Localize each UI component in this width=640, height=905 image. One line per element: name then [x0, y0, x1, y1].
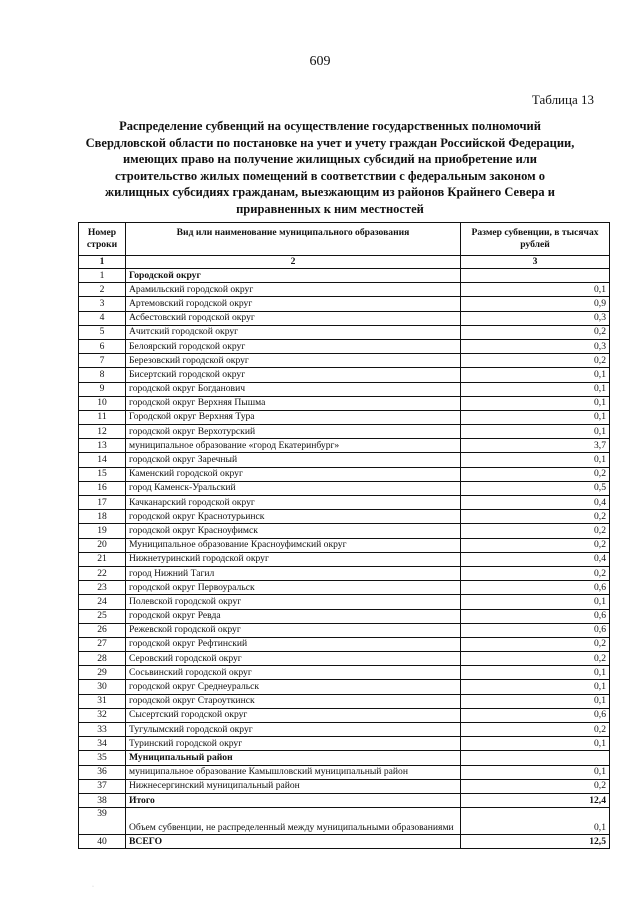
row-number-cell: 20 — [79, 538, 126, 552]
amount-cell: 0,3 — [461, 311, 610, 325]
municipality-cell: Каменский городской округ — [126, 467, 461, 481]
municipality-cell: Туринский городской округ — [126, 737, 461, 751]
row-number-cell: 8 — [79, 368, 126, 382]
table-row — [79, 368, 610, 382]
row-number-cell: 18 — [79, 510, 126, 524]
table-row — [79, 737, 610, 751]
amount-cell: 0,1 — [461, 382, 610, 396]
amount-cell: 0,2 — [461, 723, 610, 737]
column-index: 3 — [461, 256, 610, 269]
table-row — [79, 808, 610, 835]
row-number-cell: 1 — [79, 269, 126, 283]
row-number-cell: 25 — [79, 609, 126, 623]
row-number-cell: 23 — [79, 581, 126, 595]
row-number-cell: 22 — [79, 566, 126, 580]
table-row — [79, 552, 610, 566]
row-number-cell: 32 — [79, 708, 126, 722]
table-row — [79, 723, 610, 737]
subvention-table — [78, 222, 610, 849]
amount-cell: 12,4 — [461, 793, 610, 807]
amount-cell: 0,2 — [461, 538, 610, 552]
row-number-cell: 33 — [79, 723, 126, 737]
row-number-cell: 11 — [79, 410, 126, 424]
table-row — [79, 694, 610, 708]
amount-cell: 0,1 — [461, 765, 610, 779]
municipality-cell: городской округ Среднеуральск — [126, 680, 461, 694]
table-body — [79, 269, 610, 849]
column-index: 2 — [126, 256, 461, 269]
table-row — [79, 425, 610, 439]
row-number-cell: 34 — [79, 737, 126, 751]
table-row — [79, 283, 610, 297]
amount-cell: 0,1 — [461, 595, 610, 609]
table-row — [79, 354, 610, 368]
amount-cell: 0,6 — [461, 708, 610, 722]
table-row — [79, 325, 610, 339]
scan-speck: · — [92, 884, 94, 890]
row-number-cell: 2 — [79, 283, 126, 297]
municipality-cell: ВСЕГО — [126, 835, 461, 849]
municipality-cell: город Каменск-Уральский — [126, 481, 461, 495]
table-row — [79, 623, 610, 637]
table-row — [79, 467, 610, 481]
table-row — [79, 410, 610, 424]
amount-cell — [461, 751, 610, 765]
municipality-cell: городской округ Заречный — [126, 453, 461, 467]
amount-cell: 0,1 — [461, 808, 610, 835]
municipality-cell: городской округ Богданович — [126, 382, 461, 396]
table-row — [79, 637, 610, 651]
municipality-cell: Городской округ Верхняя Тура — [126, 410, 461, 424]
municipality-cell: городской округ Рефтинский — [126, 637, 461, 651]
amount-cell: 0,1 — [461, 396, 610, 410]
municipality-cell: Полевской городской округ — [126, 595, 461, 609]
table-row — [79, 751, 610, 765]
row-number-cell: 36 — [79, 765, 126, 779]
municipality-cell: Бисертский городской округ — [126, 368, 461, 382]
table-row — [79, 496, 610, 510]
municipality-cell: Нижнесергинский муниципальный район — [126, 779, 461, 793]
title-line: жилищных субсидиях гражданам, выезжающим из районов Крайнего Севера и — [105, 185, 555, 199]
row-number-cell: 37 — [79, 779, 126, 793]
amount-cell: 0,1 — [461, 666, 610, 680]
table-row — [79, 382, 610, 396]
row-number-cell: 27 — [79, 637, 126, 651]
municipality-cell: Белоярский городской округ — [126, 339, 461, 353]
amount-cell: 3,7 — [461, 439, 610, 453]
row-number-cell: 29 — [79, 666, 126, 680]
subvention-table-container — [78, 222, 606, 849]
municipality-cell: Тугулымский городской округ — [126, 723, 461, 737]
amount-cell: 0,2 — [461, 325, 610, 339]
municipality-cell: Муниципальный район — [126, 751, 461, 765]
row-number-cell: 14 — [79, 453, 126, 467]
amount-cell: 0,1 — [461, 680, 610, 694]
municipality-cell: городской округ Красноуфимск — [126, 524, 461, 538]
amount-cell: 0,3 — [461, 339, 610, 353]
municipality-cell: муниципальное образование «город Екатеринбург» — [126, 439, 461, 453]
amount-cell: 0,1 — [461, 694, 610, 708]
row-number-cell: 13 — [79, 439, 126, 453]
municipality-cell: Режевской городской округ — [126, 623, 461, 637]
amount-cell: 0,2 — [461, 566, 610, 580]
row-number-cell: 15 — [79, 467, 126, 481]
table-row — [79, 652, 610, 666]
municipality-cell: городской округ Первоуральск — [126, 581, 461, 595]
municipality-cell: Асбестовский городской округ — [126, 311, 461, 325]
table-header-row — [79, 223, 610, 256]
title-line: приравненных к ним местностей — [236, 201, 424, 216]
page-number: 609 — [309, 54, 331, 69]
table-row — [79, 566, 610, 580]
amount-cell: 0,1 — [461, 368, 610, 382]
municipality-cell: Объем субвенции, не распределенный между муниципальными образованиями — [126, 808, 461, 835]
amount-cell: 0,9 — [461, 297, 610, 311]
amount-cell: 0,1 — [461, 410, 610, 424]
municipality-cell: городской округ Староуткинск — [126, 694, 461, 708]
title-line: строительство жилых помещений в соответствии с федеральным законом о — [114, 168, 546, 183]
amount-cell: 0,1 — [461, 453, 610, 467]
row-number-cell: 6 — [79, 339, 126, 353]
table-row — [79, 439, 610, 453]
table-row — [79, 779, 610, 793]
row-number-cell: 40 — [79, 835, 126, 849]
row-number-cell: 38 — [79, 793, 126, 807]
row-number-cell: 9 — [79, 382, 126, 396]
municipality-cell: Итого — [126, 793, 461, 807]
table-row — [79, 339, 610, 353]
table-row — [79, 835, 610, 849]
amount-cell: 0,2 — [461, 652, 610, 666]
amount-cell: 0,2 — [461, 779, 610, 793]
row-number-cell: 26 — [79, 623, 126, 637]
table-row — [79, 481, 610, 495]
municipality-cell: Арамильский городской округ — [126, 283, 461, 297]
municipality-cell: городской округ Ревда — [126, 609, 461, 623]
amount-cell: 0,4 — [461, 496, 610, 510]
table-row — [79, 524, 610, 538]
amount-cell: 0,2 — [461, 354, 610, 368]
table-row — [79, 453, 610, 467]
municipality-cell: муниципальное образование Камышловский муниципальный район — [126, 765, 461, 779]
municipality-cell: Муниципальное образование Красноуфимский округ — [126, 538, 461, 552]
table-row — [79, 595, 610, 609]
amount-cell: 0,1 — [461, 737, 610, 751]
municipality-cell: Сосьвинский городской округ — [126, 666, 461, 680]
title-line: имеющих право на получение жилищных субсидий на приобретение или — [122, 152, 537, 166]
amount-cell: 0,2 — [461, 637, 610, 651]
header-municipality: Вид или наименование муниципального образования — [126, 223, 461, 256]
table-row — [79, 666, 610, 680]
amount-cell: 0,1 — [461, 283, 610, 297]
row-number-cell: 17 — [79, 496, 126, 510]
row-number-cell: 7 — [79, 354, 126, 368]
table-row — [79, 680, 610, 694]
municipality-cell: Качканарский городской округ — [126, 496, 461, 510]
municipality-cell: Березовский городской округ — [126, 354, 461, 368]
amount-cell: 0,2 — [461, 467, 610, 481]
row-number-cell: 39 — [79, 808, 126, 835]
table-row — [79, 311, 610, 325]
table-row — [79, 793, 610, 807]
row-number-cell: 28 — [79, 652, 126, 666]
row-number-cell: 31 — [79, 694, 126, 708]
row-number-cell: 21 — [79, 552, 126, 566]
row-number-cell: 30 — [79, 680, 126, 694]
amount-cell — [461, 269, 610, 283]
municipality-cell: Нижнетуринский городской округ — [126, 552, 461, 566]
municipality-cell: городской округ Верхняя Пышма — [126, 396, 461, 410]
column-index-row — [79, 256, 610, 269]
row-number-cell: 3 — [79, 297, 126, 311]
row-number-cell: 35 — [79, 751, 126, 765]
amount-cell: 0,2 — [461, 510, 610, 524]
amount-cell: 0,1 — [461, 425, 610, 439]
table-row — [79, 538, 610, 552]
municipality-cell: городской округ Верхотурский — [126, 425, 461, 439]
row-number-cell: 19 — [79, 524, 126, 538]
municipality-cell: Серовский городской округ — [126, 652, 461, 666]
row-number-cell: 12 — [79, 425, 126, 439]
table-row — [79, 269, 610, 283]
title-line: Свердловской области по постановке на учет и учету граждан Российской Федерации, — [85, 135, 575, 150]
title-line: Распределение субвенций на осуществление государственных полномочий — [119, 119, 541, 133]
municipality-cell: город Нижний Тагил — [126, 566, 461, 580]
row-number-cell: 10 — [79, 396, 126, 410]
row-number-cell: 5 — [79, 325, 126, 339]
document-title — [70, 118, 590, 217]
row-number-cell: 24 — [79, 595, 126, 609]
table-row — [79, 708, 610, 722]
amount-cell: 12,5 — [461, 835, 610, 849]
municipality-cell: городской округ Краснотурьинск — [126, 510, 461, 524]
table-row — [79, 609, 610, 623]
table-row — [79, 581, 610, 595]
amount-cell: 0,4 — [461, 552, 610, 566]
municipality-cell: Сысертский городской округ — [126, 708, 461, 722]
header-subvention-amount: Размер субвенции, в тысячах рублей — [461, 223, 610, 256]
table-label: Таблица 13 — [531, 92, 594, 107]
municipality-cell: Городской округ — [126, 269, 461, 283]
header-row-number: Номер строки — [79, 223, 126, 256]
amount-cell: 0,2 — [461, 524, 610, 538]
row-number-cell: 4 — [79, 311, 126, 325]
amount-cell: 0,6 — [461, 623, 610, 637]
table-row — [79, 297, 610, 311]
table-row — [79, 765, 610, 779]
row-number-cell: 16 — [79, 481, 126, 495]
amount-cell: 0,5 — [461, 481, 610, 495]
table-row — [79, 510, 610, 524]
amount-cell: 0,6 — [461, 581, 610, 595]
municipality-cell: Артемовский городской округ — [126, 297, 461, 311]
amount-cell: 0,6 — [461, 609, 610, 623]
municipality-cell: Ачитский городской округ — [126, 325, 461, 339]
column-index: 1 — [79, 256, 126, 269]
table-row — [79, 396, 610, 410]
